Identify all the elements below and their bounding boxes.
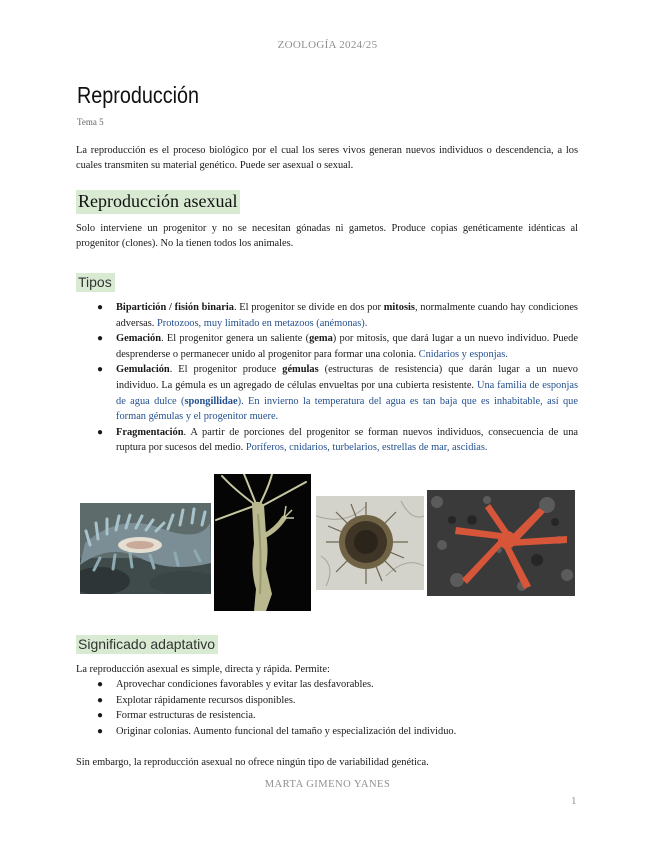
list-item xyxy=(97,425,578,456)
significado-heading: Significado adaptativo xyxy=(76,635,218,654)
starfish-photo xyxy=(427,490,575,596)
list-item xyxy=(97,724,578,740)
item-text: (estructuras de resistencia) que darán lugar a un nuevo individuo. La gémula es un agregado de células envueltas por una cubierta resistente. xyxy=(116,364,578,391)
page-subtitle: Tema 5 xyxy=(77,117,104,127)
tipos-heading: Tipos xyxy=(76,273,115,292)
item-text: ) por mitosis, que dará lugar a un nuevo individuo. Puede desprenderse o permanecer unido al progenitor para formar una colonia. xyxy=(116,333,578,360)
running-footer: MARTA GIMENO YANES xyxy=(264,779,391,790)
bullet-icon: ● xyxy=(97,679,104,690)
bullet-icon: ● xyxy=(97,302,104,313)
item-text: , normalmente cuando hay condiciones adversas. xyxy=(116,302,578,329)
item-text: Originar colonias. Aumento funcional del tamaño y especialización del individuo. xyxy=(116,725,457,737)
bullet-icon: ● xyxy=(97,725,104,737)
gemmule-photo xyxy=(316,496,424,590)
item-text: . El progenitor se divide en dos por xyxy=(233,302,384,313)
term-bold: gema xyxy=(309,333,333,345)
bullet-icon: ● xyxy=(97,426,104,438)
item-text: . El progenitor produce xyxy=(169,364,283,376)
significado-list xyxy=(97,677,578,739)
list-item xyxy=(97,677,578,693)
intro-paragraph: La reproducción es el proceso biológico por el cual los seres vivos generan nuevos individuos o descendencia, a los cuales transmiten su material genético. Puede ser asexual o sexual. xyxy=(76,145,578,171)
examples-text: Una familia de esponjas de agua dulce ( xyxy=(116,379,578,407)
examples-text: ). En invierno la temperatura del agua es tan baja que es inhabitable, así que forman gémulas y el progenitor muere. xyxy=(116,395,578,423)
item-text: . El progenitor genera un saliente ( xyxy=(161,333,310,345)
term-bold: mitosis xyxy=(383,302,415,313)
list-item xyxy=(97,693,578,709)
examples-bold: spongillidae xyxy=(184,395,238,407)
bullet-icon: ● xyxy=(97,694,104,706)
examples-text: Protozoos, muy limitado en metazoos (anémonas). xyxy=(156,317,368,329)
term: Fragmentación xyxy=(116,426,184,438)
term: Gemación xyxy=(116,333,162,345)
anemone-photo xyxy=(80,503,211,594)
item-text: . A partir de porciones del progenitor se forman nuevos individuos, consecuencia de una ruptura por sucesos del medio. xyxy=(116,426,578,454)
hydra-photo xyxy=(214,474,311,611)
list-item xyxy=(97,362,578,424)
item-text: Formar estructuras de resistencia. xyxy=(116,710,256,722)
section-heading-asexual: Reproducción asexual xyxy=(76,190,240,214)
term-bold: gémulas xyxy=(282,364,319,376)
bullet-icon: ● xyxy=(97,364,104,376)
item-text: Aprovechar condiciones favorables y evitar las desfavorables. xyxy=(116,679,374,690)
page-number: 1 xyxy=(571,795,577,807)
list-item xyxy=(97,331,578,362)
tipos-list xyxy=(97,300,578,456)
term: Gemulación xyxy=(116,364,170,376)
asexual-paragraph: Solo interviene un progenitor y no se necesitan gónadas ni gametos. Produce copias genéticamente idénticas al progenitor (clones). No la tienen todos los animales. xyxy=(76,223,578,249)
examples-text: Poríferos, cnidarios, turbelarios, estrellas de mar, ascidias. xyxy=(245,442,488,454)
term: Bipartición / fisión binaria xyxy=(116,302,234,313)
list-item xyxy=(97,708,578,724)
item-text: Explotar rápidamente recursos disponibles. xyxy=(116,694,296,706)
running-header: ZOOLOGÍA 2024/25 xyxy=(277,39,378,51)
closing-paragraph: Sin embargo, la reproducción asexual no ofrece ningún tipo de variabilidad genética. xyxy=(76,757,429,768)
page-title: Reproducción xyxy=(77,82,200,108)
examples-text: Cnidarios y esponjas. xyxy=(418,348,508,360)
list-item xyxy=(97,300,578,331)
bullet-icon: ● xyxy=(97,333,104,345)
bullet-icon: ● xyxy=(97,710,104,722)
significado-lead: La reproducción asexual es simple, directa y rápida. Permite: xyxy=(76,664,330,675)
